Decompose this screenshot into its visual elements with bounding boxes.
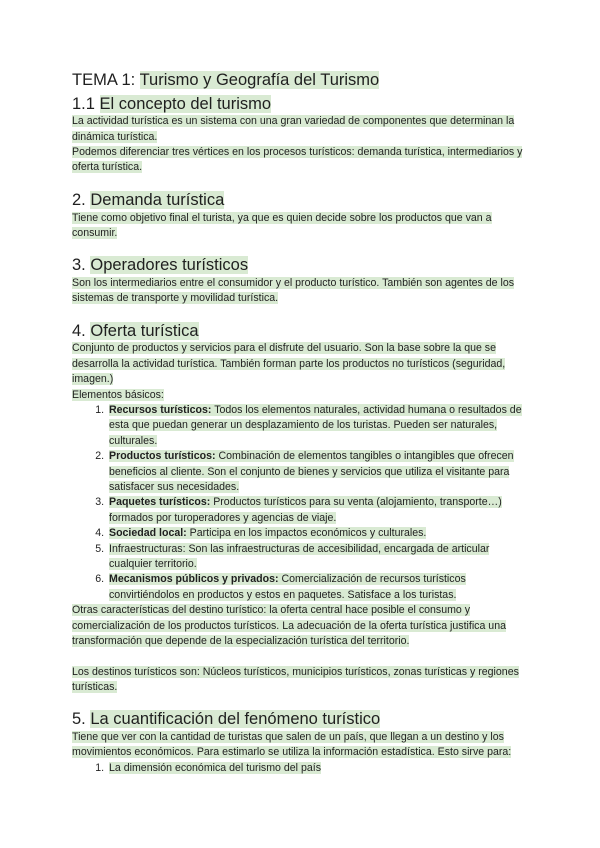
- section-3: [72, 255, 532, 306]
- section-1-paragraph-2: Podemos diferenciar tres vértices en los procesos turísticos: demanda turística, intermediarios y oferta turística.: [72, 146, 523, 174]
- section-3-heading: [72, 255, 532, 276]
- section-4-paragraph-1: Conjunto de productos y servicios para el disfrute del usuario. Son la base sobre la que se desarrolla la actividad turística. También forman parte los productos no turísticos (seguridad, imagen.): [72, 342, 506, 386]
- section-4-paragraph-4: Los destinos turísticos son: Núcleos turísticos, municipios turísticos, zonas turísticas y regiones turísticas.: [72, 665, 519, 693]
- section-4-number: 4.: [72, 321, 91, 340]
- section-1-heading: [72, 94, 532, 115]
- basic-elements-list: [72, 403, 532, 603]
- section-2-paragraph-1: Tiene como objetivo final el turista, ya que es quien decide sobre los productos que van a consumir.: [72, 211, 492, 239]
- section-4-paragraph-2: Elementos básicos:: [72, 388, 164, 401]
- section-5-paragraph-1: Tiene que ver con la cantidad de turistas que salen de un país, que llegan a un destino y los movimientos económicos. Para estimarlo se utiliza la información estadística. Esto sirve para:: [72, 730, 512, 759]
- section-4-title: Oferta turística: [90, 321, 199, 340]
- list-item: 3. Paquetes turísticos: Productos turísticos para su venta (alojamiento, transporte…) formados por turoperadores y agencias de viaje.: [107, 495, 532, 526]
- section-3-title: Operadores turísticos: [90, 256, 249, 275]
- section-2: [72, 190, 532, 241]
- section-2-title: Demanda turística: [90, 190, 225, 209]
- section-5-title: La cuantificación del fenómeno turístico: [90, 710, 381, 729]
- section-5-heading: [72, 709, 532, 730]
- document-title: [72, 70, 532, 91]
- quantification-list: [72, 761, 532, 776]
- section-1-number: 1.1: [72, 94, 100, 113]
- document-page: [72, 70, 532, 776]
- section-3-paragraph-1: Son los intermediarios entre el consumidor y el producto turístico. También son agentes de los sistemas de transporte y movilidad turística.: [72, 276, 515, 305]
- section-4-paragraph-3: Otras características del destino turístico: la oferta central hace posible el consumo y comercialización de los productos turísticos. La adecuación de la oferta turística justifica una transformación que depende de la especialización turística del territorio.: [72, 604, 506, 648]
- list-item: 1. Recursos turísticos: Todos los elementos naturales, actividad humana o resultados de esta que puedan generar un desplazamiento de los turistas. Pueden ser naturales, culturales.: [107, 403, 532, 449]
- list-item: 5. Infraestructuras: Son las infraestructuras de accesibilidad, encargada de articular cualquier territorio.: [107, 542, 532, 573]
- section-2-heading: [72, 190, 532, 211]
- title-prefix: TEMA 1:: [72, 71, 140, 89]
- section-1-title: El concepto del turismo: [99, 94, 272, 113]
- list-item: 4. Sociedad local: Participa en los impactos económicos y culturales.: [107, 526, 532, 541]
- list-item: 1. La dimensión económica del turismo del país: [107, 761, 532, 776]
- section-2-number: 2.: [72, 190, 91, 209]
- section-1: [72, 94, 532, 176]
- section-5: [72, 709, 532, 776]
- section-3-number: 3.: [72, 256, 91, 275]
- title-text: Turismo y Geografía del Turismo: [139, 71, 380, 89]
- section-5-number: 5.: [72, 710, 91, 729]
- section-4-heading: [72, 321, 532, 342]
- section-1-paragraph-1: La actividad turística es un sistema con una gran variedad de componentes que determinan la dinámica turística.: [72, 115, 515, 143]
- list-item: 2. Productos turísticos: Combinación de elementos tangibles o intangibles que ofrecen beneficios al cliente. Son el conjunto de bienes y servicios que utiliza el visitante para satisfacer sus necesidades.: [107, 449, 532, 495]
- list-item: 6. Mecanismos públicos y privados: Comercialización de recursos turísticos convirtiéndolos en productos y estos en paquetes. Satisface a los turistas.: [107, 572, 532, 603]
- blank-line: [72, 650, 532, 665]
- section-4: [72, 321, 532, 696]
